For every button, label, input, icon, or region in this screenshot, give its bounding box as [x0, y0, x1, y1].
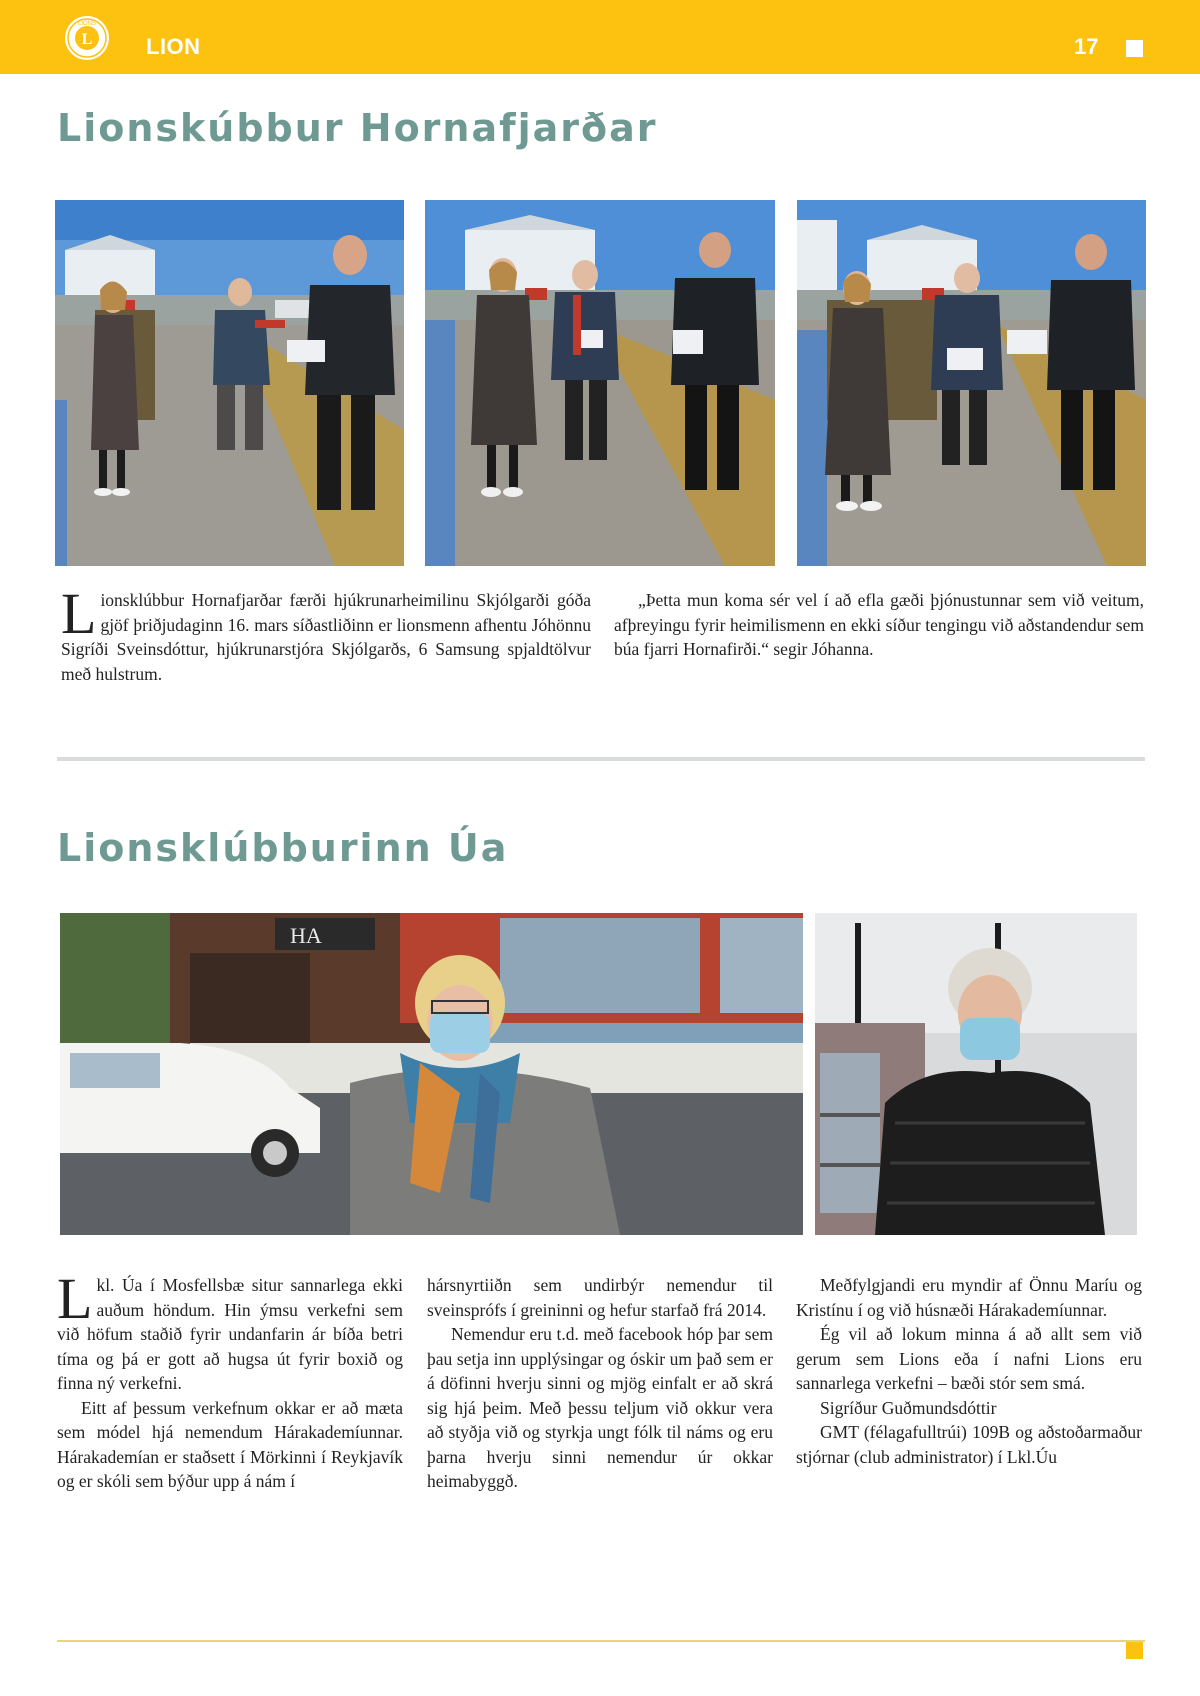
page-header: [0, 0, 1200, 74]
quote-paragraph: „Þetta mun koma sér vel í að efla gæði þjónustunnar sem við veitum, afþreyingu fyrir heimilismenn en ekki síður tengingu við aðstandendur sem búa fjarri Hornafirði.“ segir Jóhanna.: [614, 590, 1144, 659]
footer-square-ornament: [1126, 1642, 1143, 1659]
signature-name: Sigríður Guðmundsdóttir: [820, 1397, 997, 1418]
paragraph: hársnyrtiiðn sem undirbýr nemendur til sveinsprófs í greininni og hefur starfað frá 2014.: [427, 1275, 773, 1320]
photo-kristin-inside: [815, 913, 1137, 1235]
paragraph: Ég vil að lokum minna á að allt sem við gerum sem Lions eða í nafni Lions eru sannarlega verkefni – bæði stór sem smá.: [796, 1324, 1142, 1393]
photo-anna-maria-outside: [60, 913, 803, 1235]
section1-text-left: [61, 581, 591, 686]
signature-title: GMT (félagafulltrúi) 109B og aðstoðarmaður stjórnar (club administrator) í Lkl.Úu: [796, 1422, 1142, 1467]
lions-logo-icon: [63, 14, 111, 62]
photo-gift-handover-1: [55, 200, 404, 566]
paragraph: Eitt af þessum verkefnum okkar er að mæta sem módel hjá nemendum Hárakademíunnar. Hárakademían er staðsett í Mörkinni í Reykjavík og er skóli sem býður upp á nám í: [57, 1397, 403, 1491]
section-divider: [57, 757, 1145, 761]
svg-text:L: L: [81, 31, 93, 48]
section2-text-col3: [796, 1273, 1142, 1469]
paragraph: kl. Úa í Mosfellsbæ situr sannarlega ekki auðum höndum. Hin ýmsu verkefni sem við höfum staðið fyrir undanfarin ár bíða betri tíma og þá er gott að hugsa út fyrir boxið og finna ný verkefni.: [57, 1275, 403, 1393]
paragraph: ionsklúbbur Hornafjarðar færði hjúkrunarheimilinu Skjólgarði góða gjöf þriðjudaginn 16. mars síðastliðinn er lionsmenn afhentu Jóhönnu Sigríði Sveinsdóttur, hjúkrunarstjóra Skjólgarðs, 6 Samsung spjaldtölvur með hulstrum.: [61, 590, 591, 684]
page-number: 17: [1074, 34, 1099, 59]
photo-gift-handover-3: [797, 200, 1146, 566]
header-square-ornament: [1126, 40, 1143, 57]
paragraph: Meðfylgjandi eru myndir af Önnu Maríu og Kristínu í og við húsnæði Hárakademíunnar.: [796, 1275, 1142, 1320]
section2-text-col2: [427, 1273, 773, 1494]
svg-text:HA: HA: [290, 923, 322, 948]
section2-text-col1: [57, 1266, 403, 1494]
section-title-ua: Lionsklúbburinn Úa: [57, 826, 509, 870]
dropcap: L: [61, 581, 97, 646]
magazine-name: LION: [146, 34, 201, 59]
paragraph: Nemendur eru t.d. með facebook hóp þar sem þau setja inn upplýsingar og óskir um það sem er á döfinni hverju sinni og mjög einfalt er að skrá sig hjá þeim. Með þessu teljum við okkur vera að styðja við og styrkja ungt fólk til náms og eru þarna hverju sinni nemendur úr okkar heimabyggð.: [427, 1324, 773, 1491]
section1-text-right: [614, 588, 1144, 662]
footer-rule: [57, 1640, 1145, 1642]
dropcap: L: [57, 1266, 93, 1331]
photo-gift-handover-2: [425, 200, 775, 566]
section-title-hornafjordur: Lionskúbbur Hornafjarðar: [57, 106, 658, 150]
svg-text:LIONS: LIONS: [77, 21, 97, 27]
